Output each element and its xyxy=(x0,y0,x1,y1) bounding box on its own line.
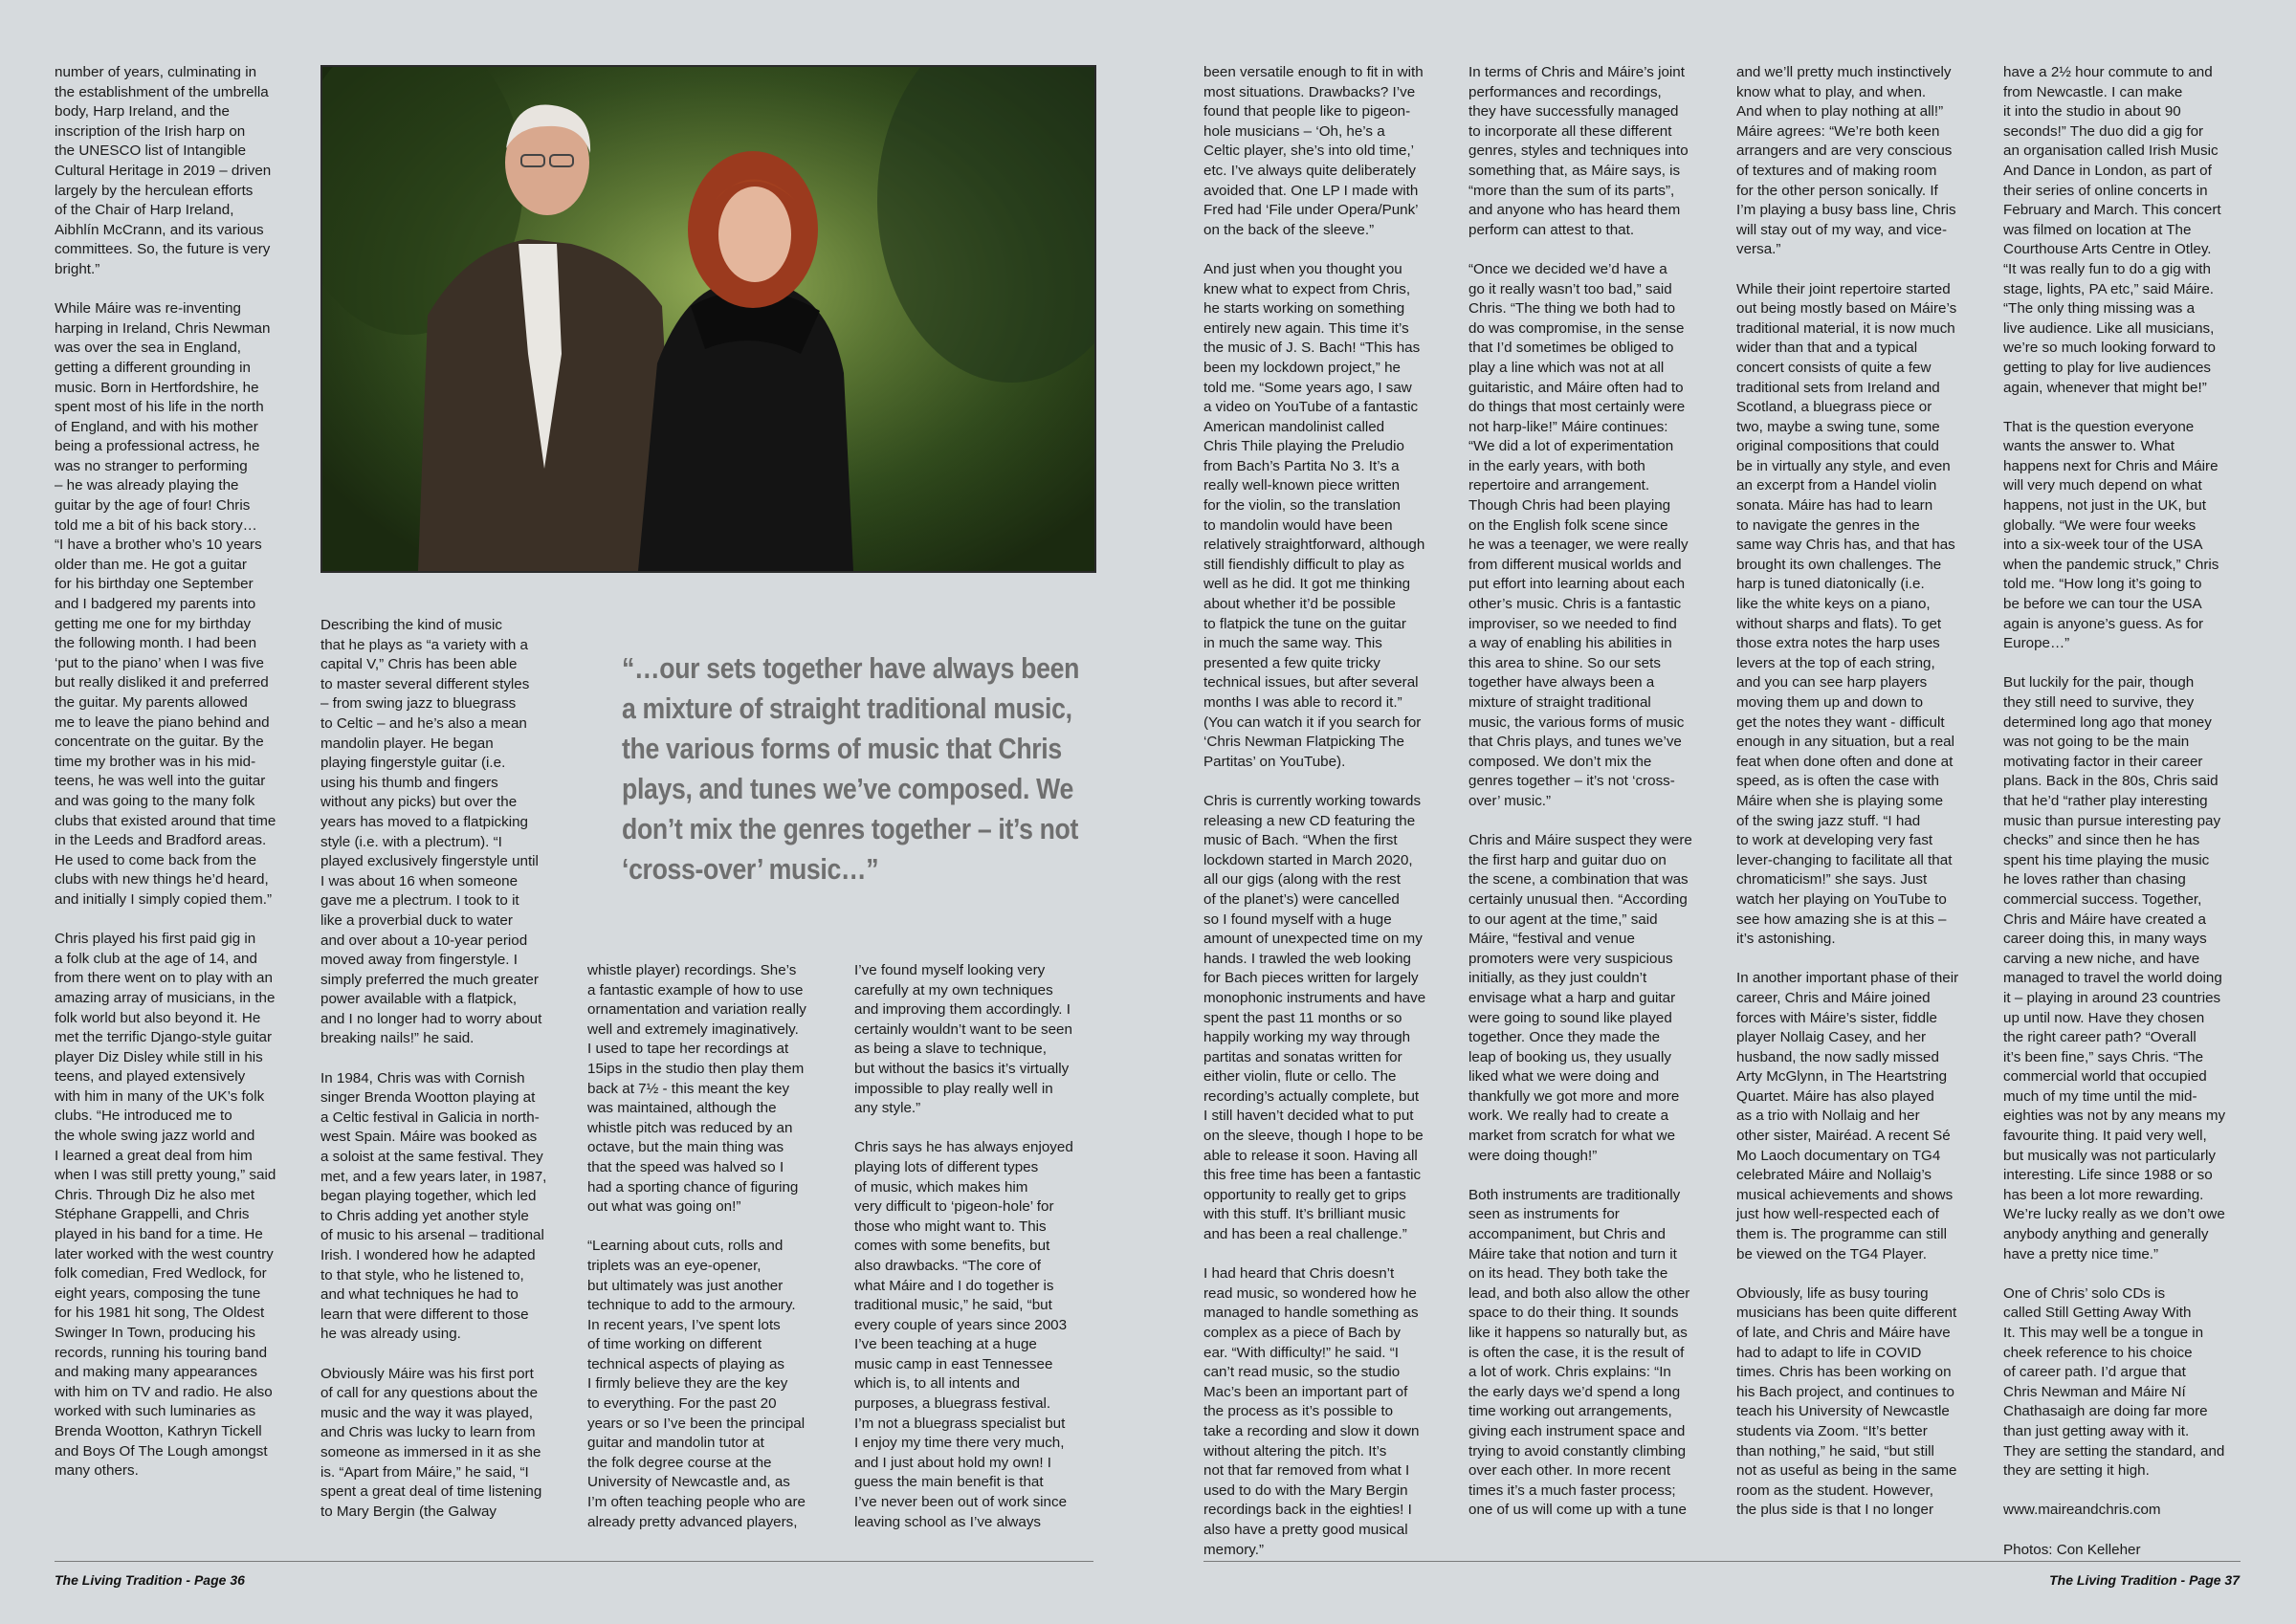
paragraph: In another important phase of their career, Chris and Máire joined forces with Máire’s sister, fiddle player Nollaig Casey, and her husband, the now sadly missed Arty McGlynn, in The Heartstring Quartet. Máire has also played as a trio with Nollaig and her other sister, Mairéad. A recent Sé Mo Laoch documentary on TG4 celebrated Máire and Nollaig’s musical achievements and shows just how well-respected each of them is. The programme can still be viewed on the TG4 Player. xyxy=(1736,970,1959,1262)
paragraph: Obviously, life as busy touring musicians has been quite different of late, and Chris and Máire have had to adapt to life in COVID times. Chris has been working on his Bach project, and continues to teach his University of Newcastle students via Zoom. “It’s better than nothing,” he said, “but still not as useful as being in the same room as the student. However, the plus side is that I no longer xyxy=(1736,1284,1957,1519)
paragraph: “Once we decided we’d have a go it really wasn’t too bad,” said Chris. “The thing we both had to do was compromise, in the sense that I’d sometimes be obliged to play a line which was not at all guitaristic, and Máire often had to do things that most certainly were not harp-like!” Máire continues: “We did a lot of experimentation in the early years, with both repertoire and arrangement. Though Chris had been playing on the English folk scene since he was a teenager, we were really from different musical worlds and put effort into learning about each other’s music. Chris is a fantastic improviser, so we needed to find a way of enabling his abilities in this area to shine. So our sets together have always been a mixture of straight traditional music, the various forms of music that Chris plays, and tunes we’ve composed. We don’t mix the genres together – it’s not ‘cross- over’ music.” xyxy=(1468,260,1689,809)
left-col2 xyxy=(320,616,567,1522)
paragraph: That is the question everyone wants the answer to. What happens next for Chris and Máire will very much depend on what happens, not just in the UK, but globally. “We were four weeks into a six-week tour of the USA when the pandemic struck,” Chris told me. “How long it’s going to be before we can tour the USA again is anyone’s guess. As for Europe…” xyxy=(2003,418,2219,652)
left-col4 xyxy=(854,961,1105,1532)
paragraph: Chris played his first paid gig in a folk club at the age of 14, and from there went on to play with an amazing array of musicians, in the folk world but also beyond it. He met the terrific Django-style guitar player Diz Disley while still in his teens, and played extensively with him in many of the UK’s folk clubs. “He introduced me to the whole swing jazz world and I learned a great deal from him when I was still pretty young,” said Chris. Through Diz he also met Stéphane Grappelli, and Chris played in his band for a time. He later worked with the west country folk comedian, Fred Wedlock, for eight years, composing the tune for his 1981 hit song, The Oldest Swinger In Town, producing his records, running his touring band and making many appearances with him on TV and radio. He also worked with such luminaries as Brenda Wootton, Kathryn Tickell and Boys Of The Lough amongst many others. xyxy=(55,931,276,1480)
paragraph: While Máire was re-inventing harping in Ireland, Chris Newman was over the sea in England, getting a different grounding in music. Born in Hertfordshire, he spent most of his life in the north of England, and with his mother being a professional actress, he was no stranger to performing – he was already playing the guitar by the age of four! Chris told me a bit of his back story… “I have a brother who’s 10 years older than me. He got a guitar for his birthday one September and I badgered my parents into getting me one for my birthday the following month. I had been ‘put to the piano’ when I was five but really disliked it and preferred the guitar. My parents allowed me to leave the piano behind and concentrate on the guitar. By the time my brother was in his mid- teens, he was well into the guitar and was going to the many folk clubs that existed around that time in the Leeds and Bradford areas. He used to come back from the clubs with new things he’d heard, and initially I simply copied them.” xyxy=(55,300,276,908)
duo-photo xyxy=(320,65,1096,573)
footer-rule-right xyxy=(1203,1561,2241,1562)
paragraph: whistle player) recordings. She’s a fantastic example of how to use ornamentation and variation really well and extremely imaginatively. I used to tape her recordings at 15ips in the studio then play them back at 7½ - this meant the key was maintained, although the whistle pitch was reduced by an octave, but the main thing was that the speed was halved so I had a sporting chance of figuring out what was going on!” xyxy=(587,962,806,1216)
paragraph: I had heard that Chris doesn’t read music, so wondered how he managed to handle something as complex as a piece of Bach by ear. “With difficulty!” he said. “I can’t read music, so the studio Mac’s been an important part of the process as it’s possible to take a recording and slow it down without altering the pitch. It’s not that far removed from what I used to do with the Mary Bergin recordings back in the eighties! I also have a pretty good musical memory.” xyxy=(1203,1265,1420,1558)
left-col3 xyxy=(587,961,836,1532)
paragraph: But luckily for the pair, though they still need to survive, they determined long ago that money was not going to be the main motivating factor in their career plans. Back in the 80s, Chris said that he’d “rather play interesting music than pursue interesting pay checks” and since then he has spent his time playing the music he loves rather than chasing commercial success. Together, Chris and Máire have created a career doing this, in many ways carving a new niche, and have managed to travel the world doing it – playing in around 23 countries up until now. Have they chosen the right career path? “Overall it’s been fine,” says Chris. “The commercial world that occupied much of my time until the mid- eighties was not by any means my favourite thing. It paid very well, but musically was not particularly interesting. Life since 1988 or so has been a lot more rewarding. We’re lucky really as we don’t owe anybody anything and generally have a pretty nice time.” xyxy=(2003,674,2226,1262)
paragraph: Obviously Máire was his first port of call for any questions about the music and the way it was played, and Chris was lucky to learn from someone as immersed in it as she is. “Apart from Máire,” he said, “I spent a great deal of time listening to Mary Bergin (the Galway xyxy=(320,1365,542,1520)
paragraph: I’ve found myself looking very carefully at my own techniques and improving them accordingly. I certainly wouldn’t want to be seen as being a slave to technique, but without the basics it’s virtually impossible to play really well in any style.” xyxy=(854,962,1072,1117)
right-col4 xyxy=(2003,63,2254,1560)
right-col3 xyxy=(1736,63,1987,1521)
paragraph: number of years, culminating in the establishment of the umbrella body, Harp Ireland, and the inscription of the Irish harp on the UNESCO list of Intangible Cultural Heritage in 2019 – driven largely by the herculean efforts of the Chair of Harp Ireland, Aibhlín McCrann, and its various committees. So, the future is very bright.” xyxy=(55,64,272,277)
paragraph: In 1984, Chris was with Cornish singer Brenda Wootton playing at a Celtic festival in Galicia in north- west Spain. Máire was booked as a soloist at the same festival. They met, and a few years later, in 1987, began playing together, which led to Chris adding yet another style of music to his arsenal – traditional Irish. I wondered how he adapted to that style, who he listened to, and what techniques he had to learn that were different to those he was already using. xyxy=(320,1069,547,1343)
photo-credit: Photos: Con Kelleher xyxy=(2003,1541,2141,1558)
left-col1 xyxy=(55,63,299,1481)
page-footer-right: The Living Tradition - Page 37 xyxy=(2049,1572,2240,1588)
paragraph: In terms of Chris and Máire’s joint performances and recordings, they have successfully managed to incorporate all these different genres, styles and techniques into something that, as Máire says, is “more than the sum of its parts”, and anyone who has heard them perform can attest to that. xyxy=(1468,64,1689,238)
paragraph: Chris and Máire suspect they were the first harp and guitar duo on the scene, a combination that was certainly unusual then. “According to our agent at the time,” said Máire, “festival and venue promoters were very suspicious initially, as they just couldn’t envisage what a harp and guitar were going to sound like played together. Once they made the leap of booking us, they usually liked what we were doing and thankfully we got more and more work. We really had to create a market from scratch for what we were doing though!” xyxy=(1468,832,1692,1164)
paragraph: “Learning about cuts, rolls and triplets was an eye-opener, but ultimately was just another technique to add to the armoury. In recent years, I’ve spent lots of time working on different technical aspects of playing as I firmly believe they are the key to everything. For the past 20 years or so I’ve been the principal guitar and mandolin tutor at the folk degree course at the University of Newcastle and, as I’m often teaching people who are already pretty advanced players, xyxy=(587,1238,806,1530)
paragraph: been versatile enough to fit in with most situations. Drawbacks? I’ve found that people like to pigeon- hole musicians – ‘Oh, he’s a Celtic player, she’s into old time,’ etc. I’ve always quite deliberately avoided that. One LP I made with Fred had ‘File under Opera/Punk’ on the back of the sleeve.” xyxy=(1203,64,1424,238)
website-link[interactable]: www.maireandchris.com xyxy=(2003,1502,2161,1519)
paragraph: and we’ll pretty much instinctively know what to play, and when. And when to play nothing at all!” Máire agrees: “We’re both keen arrangers and are very conscious of textures and of making room for the other person sonically. If I’m playing a busy bass line, Chris will stay out of my way, and vice- versa.” xyxy=(1736,64,1956,258)
paragraph: Chris is currently working towards releasing a new CD featuring the music of Bach. “When the first lockdown started in March 2020, all our gigs (along with the rest of the planet’s) were cancelled so I found myself with a huge amount of unexpected time on my hands. I trawled the web looking for Bach pieces written for largely monophonic instruments and have spent the past 11 months or so happily working my way through partitas and sonatas written for either violin, flute or cello. The recording’s actually complete, but I still haven’t decided what to put on the sleeve, though I hope to be able to release it soon. Having all this free time has been a fantastic opportunity to really get to grips with this stuff. It’s brilliant music and has been a real challenge.” xyxy=(1203,792,1426,1243)
paragraph: Both instruments are traditionally seen as instruments for accompaniment, but Chris and Máire take that notion and turn it on its head. They both take the lead, and both also allow the other space to do their thing. It sounds like it happens so naturally but, as is often the case, it is the result of a lot of work. Chris explains: “In the early days we’d spend a long time working out arrangements, giving each instrument space and trying to avoid constantly climbing over each other. In more recent times it’s a much faster process; one of us will come up with a tune xyxy=(1468,1186,1690,1519)
paragraph: Describing the kind of music that he plays as “a variety with a capital V,” Chris has been able to master several different styles – from swing jazz to bluegrass to Celtic – and he’s also a mean mandolin player. He began playing fingerstyle guitar (i.e. using his thumb and fingers without any picks) but over the years has moved to a flatpicking style (i.e. with a plectrum). “I played exclusively fingerstyle until I was about 16 when someone gave me a plectrum. I took to it like a proverbial duck to water and over about a 10-year period moved away from fingerstyle. I simply preferred the much greater power available with a flatpick, and I no longer had to worry about breaking nails!” he said. xyxy=(320,617,542,1047)
right-col2 xyxy=(1468,63,1719,1521)
paragraph: And just when you thought you knew what to expect from Chris, he starts working on something entirely new again. This time it’s the music of J. S. Bach! “This has been my lockdown project,” he told me. “Some years ago, I saw a video on YouTube of a fantastic American mandolinist called Chris Thile playing the Preludio from Bach’s Partita No 3. It’s a really well-known piece written for the violin, so the translation to mandolin would have been relatively straightforward, although still fiendishly difficult to play as well as he did. It got me thinking about whether it’d be possible to flatpick the tune on the guitar in much the same way. This presented a few quite tricky technical issues, but after several months I was able to record it.” (You can watch it if you search for ‘Chris Newman Flatpicking The Partitas’ on YouTube). xyxy=(1203,260,1425,770)
paragraph: While their joint repertoire started out being mostly based on Máire’s traditional material, it is now much wider than that and a typical concert consists of quite a few traditional sets from Ireland and Scotland, a bluegrass piece or two, maybe a swing tune, some original compositions that could be in virtually any style, and even an excerpt from a Handel violin sonata. Máire has had to learn to navigate the genres in the same way Chris has, and that has brought its own challenges. The harp is tuned diatonically (i.e. like the white keys on a piano, without sharps and flats). To get those extra notes the harp uses levers at the top of each string, and you can see harp players moving them up and down to get the notes they want - difficult enough in any situation, but a real feat when done often and done at speed, as is often the case with Máire when she is playing some of the swing jazz stuff. “I had to work at developing very fast lever-changing to facilitate all that chromaticism!” she says. Just watch her playing on YouTube to see how amazing she is at this – it’s astonishing. xyxy=(1736,280,1957,948)
paragraph: One of Chris’ solo CDs is called Still Getting Away With It. This may well be a tongue in cheek reference to his choice of career path. I’d argue that Chris Newman and Máire Ní Chathasaigh are doing far more than just getting away with it. They are setting the standard, and they are setting it high. xyxy=(2003,1284,2225,1480)
page-footer-left: The Living Tradition - Page 36 xyxy=(55,1572,245,1588)
right-col1 xyxy=(1203,63,1454,1560)
paragraph: have a 2½ hour commute to and from Newcastle. I can make it into the studio in about 90 seconds!” The duo did a gig for an organisation called Irish Music And Dance in London, as part of their series of online concerts in February and March. This concert was filmed on location at The Courthouse Arts Centre in Otley. “It was really fun to do a gig with stage, lights, PA etc,” said Máire. “The only thing missing was a live audience. Like all musicians, we’re so much looking forward to getting to play for live audiences again, whenever that might be!” xyxy=(2003,64,2221,396)
footer-rule-left xyxy=(55,1561,1093,1562)
photo-illustration xyxy=(322,67,1094,571)
paragraph: Chris says he has always enjoyed playing lots of different types of music, which makes him very difficult to ‘pigeon-hole’ for those who might want to. This comes with some benefits, but also drawbacks. “The core of what Máire and I do together is traditional music,” he said, “but every couple of years since 2003 I’ve been teaching at a huge music camp in east Tennessee which is, to all intents and purposes, a bluegrass festival. I’m not a bluegrass specialist but I enjoy my time there very much, and I just about hold my own! I guess the main benefit is that I’ve never been out of work since leaving school as I’ve always xyxy=(854,1139,1073,1530)
pull-quote: “…our sets together have always been a mixture of straight traditional music, the various forms of music that Chris plays, and tunes we’ve composed. We don’t mix the genres together – it’s not ‘cross-over’ music…” xyxy=(622,651,1080,886)
